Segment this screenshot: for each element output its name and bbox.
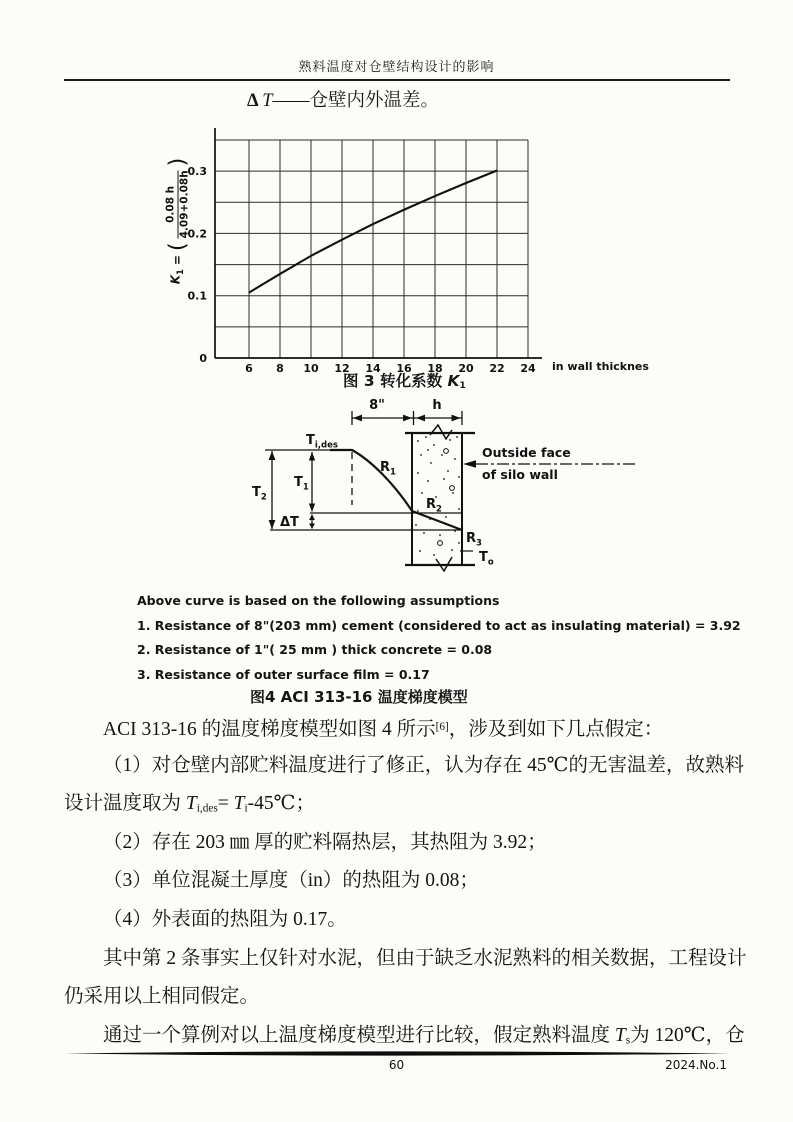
paragraph-line: （3）单位混凝土厚度（in）的热阻为 0.08； — [103, 870, 479, 892]
paragraph-line: 仍采用以上相同假定。 — [64, 986, 260, 1008]
footer-rule — [64, 1049, 730, 1058]
to-label: $T_o$ — [479, 550, 494, 568]
svg-text:18: 18 — [427, 362, 443, 375]
assumption-item: 1. Resistance of 8"(203 mm) cement (considered to act as insulating material) = 3.92 — [137, 617, 741, 633]
delta-t-definition: Δ T——仓壁内外温差。 — [247, 91, 440, 111]
silo-wall-section — [405, 425, 475, 571]
concrete-stipple — [415, 436, 460, 556]
svg-text:16: 16 — [396, 362, 412, 375]
svg-text:6: 6 — [245, 362, 253, 375]
r1-label: $R_1$ — [380, 460, 396, 478]
svg-text:0: 0 — [199, 352, 207, 365]
figure4-assumptions — [137, 589, 741, 687]
t2-label: $T_2$ — [252, 485, 267, 503]
figure4-diagram-svg — [250, 393, 640, 593]
page-number: 60 — [388, 1058, 405, 1072]
svg-text:0.1: 0.1 — [187, 289, 207, 303]
svg-text:8: 8 — [276, 362, 284, 375]
outside-face-text-line1: Outside face — [482, 445, 571, 460]
paragraph-line: 通过一个算例对以上温度梯度模型进行比较，假定熟料温度 Ts为 120℃，仓 — [103, 1024, 745, 1047]
issue-number: 2024.No.1 — [665, 1058, 727, 1072]
reference-arrowheads — [269, 451, 476, 529]
paragraph-line: （4）外表面的热阻为 0.17。 — [103, 908, 347, 930]
paragraph-line: （1）对仓壁内部贮料温度进行了修正，认为存在 45℃的无害温差，故熟料 — [103, 754, 744, 776]
k-fraction — [165, 170, 191, 238]
body-text — [64, 708, 747, 1055]
delta-t-label: ΔT — [280, 515, 299, 530]
assumption-item: 2. Resistance of 1"( 25 mm ) thick concrete = 0.08 — [137, 642, 493, 658]
outside-face-text-line2: of silo wall — [482, 467, 558, 482]
figure3-chart-svg — [145, 118, 655, 380]
open-paren: ( — [165, 242, 190, 251]
assumptions-title: Above curve is based on the following assumptions — [137, 593, 500, 608]
paragraph-line: ACI 313-16 的温度梯度模型如图 4 所示[6]，涉及到如下几点假定： — [103, 719, 664, 741]
svg-text:10: 10 — [303, 362, 319, 375]
header-rule — [64, 79, 730, 81]
svg-text:0.3: 0.3 — [187, 165, 207, 179]
fraction-numerator: 0.08 h — [165, 170, 178, 238]
concrete-voids — [438, 449, 455, 546]
reference-lines — [265, 450, 473, 551]
paragraph-line: （2）存在 203 ㎜ 厚的贮料隔热层，其热阻为 3.92； — [103, 831, 547, 853]
svg-text:in wall thicknes: in wall thicknes — [552, 360, 649, 373]
equals-sign: = — [170, 255, 185, 266]
t-ides-label: $T_{i,des}$ — [306, 433, 338, 451]
k-symbol: $K_1$ — [168, 269, 187, 285]
svg-text:24: 24 — [520, 362, 536, 375]
dim-h-label: h — [432, 398, 442, 413]
figure3-caption: 图 3 转化系数 K1 — [343, 372, 466, 391]
dim-8in-label: 8" — [369, 398, 385, 413]
svg-text:14: 14 — [365, 362, 381, 375]
paragraph-line: 设计温度取为 Ti,des= Ti-45℃； — [64, 793, 315, 815]
r3-label: $R_3$ — [466, 531, 482, 549]
t1-label: $T_1$ — [294, 475, 309, 493]
svg-text:20: 20 — [458, 362, 474, 375]
figure4-caption: 图4 ACI 313-16 温度梯度模型 — [250, 688, 468, 706]
page-header-title: 熟料温度对仓壁结构设计的影响 — [298, 59, 495, 74]
fraction-denominator: 4.09+0.08h — [178, 170, 190, 239]
assumption-item: 3. Resistance of outer surface film = 0.17 — [137, 666, 430, 682]
svg-text:22: 22 — [489, 362, 505, 375]
paragraph-line: 其中第 2 条事实上仅针对水泥，但由于缺乏水泥熟料的相关数据，工程设计 — [103, 947, 747, 969]
r2-label: $R_2$ — [426, 497, 442, 515]
chart-y-axis-label — [155, 134, 201, 309]
svg-text:12: 12 — [334, 362, 350, 375]
temperature-profile — [330, 450, 462, 550]
svg-text:0.2: 0.2 — [187, 227, 207, 241]
close-paren: ) — [165, 157, 190, 167]
